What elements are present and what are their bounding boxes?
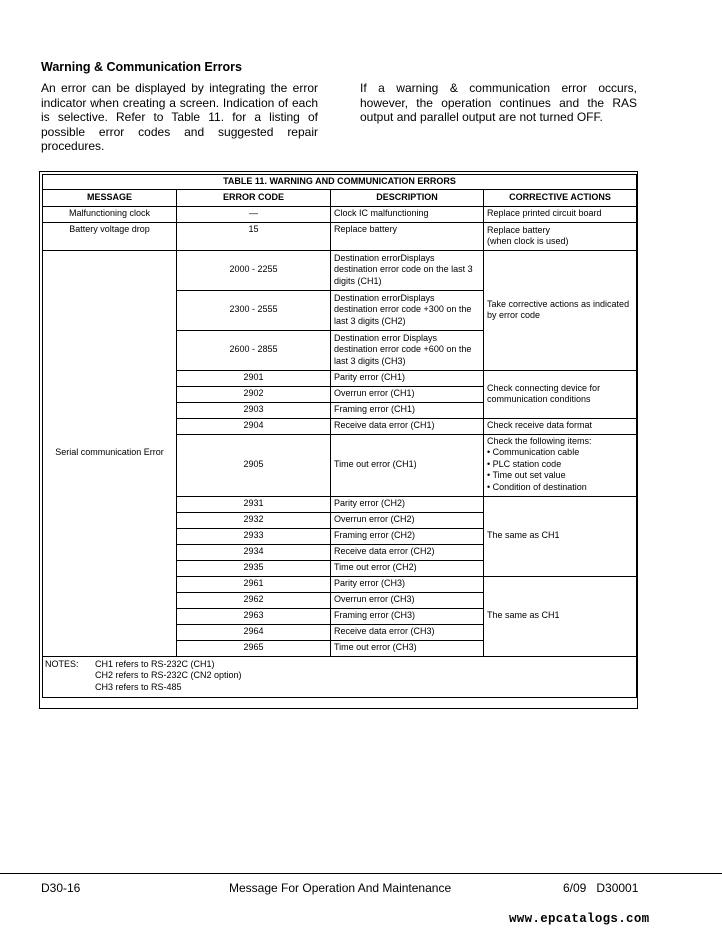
table-row [43, 250, 637, 290]
footer-page-number: D30-16 [41, 881, 81, 895]
note-line: CH1 refers to RS-232C (CH1) [95, 658, 215, 669]
footer-title: Message For Operation And Maintenance [229, 881, 452, 895]
code-cell: 2905 [177, 434, 331, 496]
description-cell: Framing error (CH1) [331, 402, 484, 418]
code-cell: 2933 [177, 528, 331, 544]
code-cell: 15 [177, 222, 331, 250]
code-cell: 2300 - 2555 [177, 290, 331, 330]
description-cell: Receive data error (CH3) [331, 624, 484, 640]
description-cell: Parity error (CH2) [331, 496, 484, 512]
note-paragraph: If a warning & communication error occurs, however, the operation continues and the RAS output and parallel output are not turned OFF. [360, 81, 637, 124]
action-cell: Check connecting device for communication conditions [484, 370, 637, 418]
action-cell: The same as CH1 [484, 496, 637, 576]
action-line: • Condition of destination [487, 481, 587, 492]
action-line: • Time out set value [487, 470, 566, 480]
header-error-code: ERROR CODE [177, 189, 331, 206]
description-cell: Destination errorDisplays destination error code +300 on the last 3 digits (CH2) [331, 290, 484, 330]
notes-label: NOTES: [45, 658, 79, 669]
header-message: MESSAGE [43, 189, 177, 206]
description-cell: Destination error Displays destination error code +600 on the last 3 digits (CH3) [331, 330, 484, 370]
description-cell: Framing error (CH3) [331, 608, 484, 624]
note-line: CH3 refers to RS-485 [95, 681, 182, 692]
description-cell: Overrun error (CH1) [331, 386, 484, 402]
description-cell: Receive data error (CH1) [331, 418, 484, 434]
code-cell: 2901 [177, 370, 331, 386]
table-row [43, 206, 637, 222]
code-cell: 2964 [177, 624, 331, 640]
description-cell: Overrun error (CH3) [331, 592, 484, 608]
footer-date-doc: 6/09 D30001 [563, 881, 639, 895]
action-cell: Check receive data format [484, 418, 637, 434]
description-cell: Parity error (CH3) [331, 576, 484, 592]
code-cell: 2904 [177, 418, 331, 434]
error-table [42, 174, 637, 698]
section-heading: Warning & Communication Errors [41, 60, 242, 74]
watermark: www.epcatalogs.com [509, 912, 650, 926]
message-cell: Battery voltage drop [43, 222, 177, 250]
code-cell: 2961 [177, 576, 331, 592]
footer-rule [0, 873, 722, 874]
code-cell: 2932 [177, 512, 331, 528]
message-cell: Malfunctioning clock [43, 206, 177, 222]
code-cell: 2962 [177, 592, 331, 608]
description-cell: Replace battery [331, 222, 484, 250]
code-cell: 2903 [177, 402, 331, 418]
note-line: CH2 refers to RS-232C (CN2 option) [95, 670, 242, 680]
description-cell: Framing error (CH2) [331, 528, 484, 544]
code-cell: 2965 [177, 640, 331, 656]
code-cell: 2902 [177, 386, 331, 402]
description-cell: Overrun error (CH2) [331, 512, 484, 528]
description-cell: Receive data error (CH2) [331, 544, 484, 560]
code-cell: 2934 [177, 544, 331, 560]
action-line: • PLC station code [487, 458, 562, 469]
action-cell: Take corrective actions as indicated by error code [484, 250, 637, 370]
action-line: Replace battery [487, 224, 551, 235]
code-cell: 2931 [177, 496, 331, 512]
action-cell [484, 434, 637, 496]
action-line: (when clock is used) [487, 236, 569, 246]
code-cell: 2000 - 2255 [177, 250, 331, 290]
table-row [43, 222, 637, 250]
header-description: DESCRIPTION [331, 189, 484, 206]
code-cell: 2935 [177, 560, 331, 576]
action-line: Check the following items: [487, 435, 592, 446]
description-cell: Destination errorDisplays destination error code on the last 3 digits (CH1) [331, 250, 484, 290]
code-cell: 2963 [177, 608, 331, 624]
action-line: • Communication cable [487, 447, 580, 457]
description-cell: Parity error (CH1) [331, 370, 484, 386]
table-title: TABLE 11. WARNING AND COMMUNICATION ERRORS [43, 175, 637, 190]
description-cell: Clock IC malfunctioning [331, 206, 484, 222]
serial-message-cell: Serial communication Error [43, 250, 177, 656]
description-cell: Time out error (CH1) [331, 434, 484, 496]
header-corrective-actions: CORRECTIVE ACTIONS [484, 189, 637, 206]
intro-paragraph: An error can be displayed by integrating the error indicator when creating a screen. Indication of each is selective. Refer to Table 11. for a listing of possible error codes and suggested repair procedures. [41, 81, 318, 153]
action-cell: Replace printed circuit board [484, 206, 637, 222]
notes-row [43, 656, 637, 697]
action-cell: The same as CH1 [484, 576, 637, 656]
description-cell: Time out error (CH3) [331, 640, 484, 656]
notes-cell [43, 656, 637, 697]
action-cell [484, 222, 637, 250]
code-cell: 2600 - 2855 [177, 330, 331, 370]
code-cell: — [177, 206, 331, 222]
description-cell: Time out error (CH2) [331, 560, 484, 576]
